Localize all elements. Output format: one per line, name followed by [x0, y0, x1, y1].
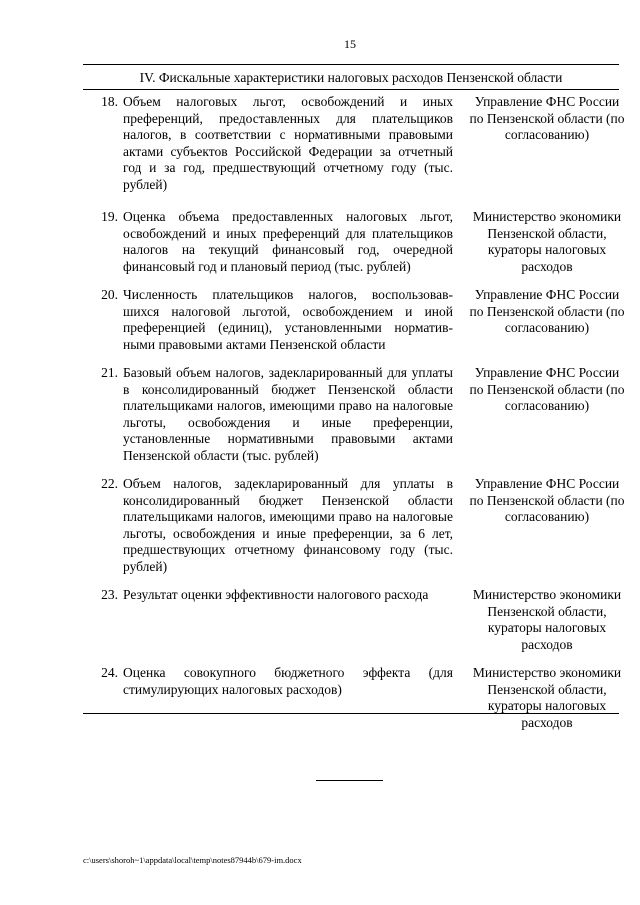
table-rows — [83, 94, 625, 731]
row-description: Базовый объем налогов, задекларированный для уплаты в консолидированный бюджет Пензенской области плательщиками налогов, имеющими право на налоговые льготы, освобождения и иные преференции, установленные нормативными правовыми актами Пензенской области (тыс. рублей) — [123, 365, 453, 463]
row-number: 22. — [101, 476, 118, 491]
row-responsible: Управление ФНС России по Пензенской области (по согласованию) — [469, 365, 625, 413]
bottom-rule — [83, 713, 619, 714]
table-row — [83, 365, 625, 464]
fiscal-characteristics-table — [83, 64, 625, 731]
table-row — [83, 665, 622, 731]
row-number: 24. — [101, 665, 118, 680]
row-number: 23. — [101, 587, 118, 602]
row-description: Результат оценки эффективности налогового расхода — [123, 587, 429, 602]
row-responsible: Министерство экономики Пензенской области, кураторы налоговых расходов — [472, 209, 622, 274]
row-description: Оценка объема предоставленных налоговых льгот, освобождений и иных преференций для плательщиков налогов на текущий финансовый год, очередной финансовый год и плановый период (тыс. рублей) — [123, 209, 453, 274]
end-of-document-rule — [316, 780, 383, 781]
row-number: 19. — [101, 209, 118, 224]
row-description: Объем налогов, задекларированный для уплаты в консолидированный бюджет Пензенской области плательщиками налогов, имеющими право на налоговые льготы, освобождения и иные преференции, за 6 лет, предшествующих отчетному финансовому году (тыс. рублей) — [123, 476, 453, 574]
row-description: Оценка совокупного бюджетного эффекта (для стимулирующих налоговых расходов) — [123, 665, 453, 697]
row-number: 21. — [101, 365, 118, 380]
row-description: Объем налоговых льгот, освобождений и иных преференций, предоставленных для плательщиков налогов, в соответствии с нормативными правовыми актами субъектов Российской Федерации за отчетный год и за год, предшествующий отчетному году (тыс. рублей) — [123, 94, 453, 192]
table-row — [83, 209, 622, 275]
table-row — [83, 587, 622, 653]
row-responsible: Министерство экономики Пензенской области, кураторы налоговых расходов — [472, 665, 622, 730]
page-number: 15 — [344, 37, 356, 51]
table-row — [83, 287, 625, 353]
row-description: Численность плательщиков налогов, воспользовав-шихся налоговой льготой, освобождением и иной преференцией (единиц), установленными норматив-ными правовыми актами Пензенской области — [123, 287, 453, 352]
row-responsible: Министерство экономики Пензенской области, кураторы налоговых расходов — [472, 587, 622, 652]
row-responsible: Управление ФНС России по Пензенской области (по согласованию) — [469, 476, 625, 524]
row-responsible: Управление ФНС России по Пензенской области (по согласованию) — [469, 94, 625, 142]
row-number: 20. — [101, 287, 118, 302]
header-rule — [83, 89, 619, 90]
table-row — [83, 94, 625, 193]
footer-file-path: c:\users\shoroh~1\appdata\local\temp\notes87944b\679-im.docx — [83, 855, 302, 865]
table-row — [83, 476, 625, 575]
row-responsible: Управление ФНС России по Пензенской области (по согласованию) — [469, 287, 625, 335]
section-title: IV. Фискальные характеристики налоговых расходов Пензенской области — [139, 70, 563, 85]
row-number: 18. — [101, 94, 118, 109]
